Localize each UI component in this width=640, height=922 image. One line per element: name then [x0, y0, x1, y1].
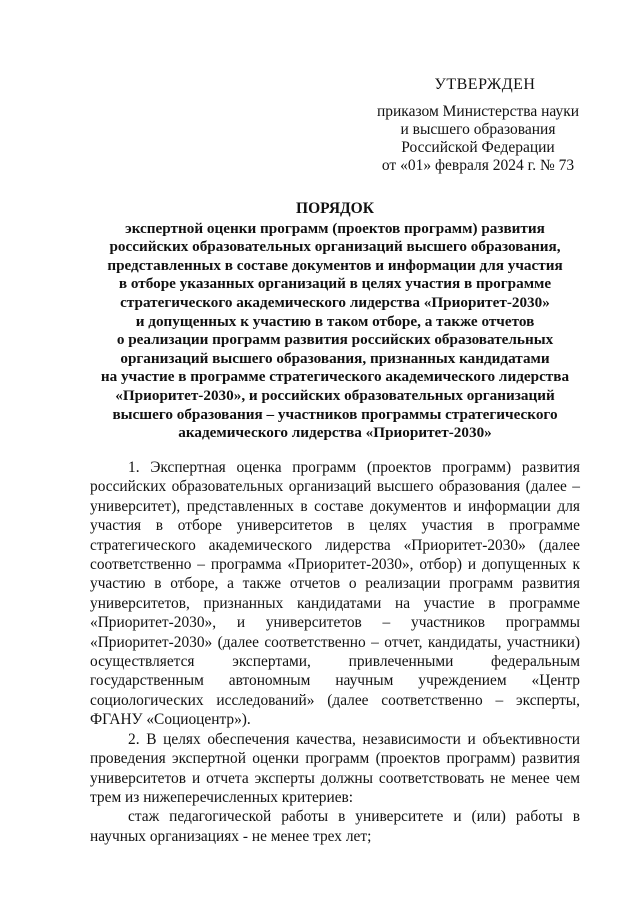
title-line: о реализации программ развития российских образовательных — [116, 331, 554, 349]
paragraph-2: 2. В целях обеспечения качества, независимости и объективности проведения экспертной оценки программ (проектов программ) развития университетов и отчета эксперты должны соответствовать не менее чем трем из нижеперечисленных критериев: — [90, 730, 580, 806]
approval-line: приказом Министерства науки — [376, 103, 580, 120]
title-line: российских образовательных организаций высшего образования, — [109, 238, 561, 256]
document-body — [90, 458, 580, 846]
title-line: представленных в составе документов и информации для участия — [107, 256, 563, 274]
approval-stamp — [368, 76, 588, 175]
document-title — [100, 200, 570, 443]
approval-heading: УТВЕРЖДЕН — [434, 76, 536, 93]
paragraph-1: 1. Экспертная оценка программ (проектов программ) развития российских образовательных организаций высшего образования (далее – университет), представленных в составе документов и информации для участия в отборе университетов в целях участия в программе стратегического академического лидерства «Приоритет-2030» (далее соответственно – программа «Приоритет-2030», отбор) и допущенных к участию в отборе, а также отчетов о реализации программ развития университетов, признанных кандидатами на участие в программе «Приоритет-2030», и университетов – участников программы «Приоритет-2030» (далее соответственно – отчет, кандидаты, участники) осуществляется экспертами, привлеченными федеральным государственным автономным научным учреждением «Центр социологических исследований» (далее соответственно – эксперты, ФГАНУ «Социоцентр»). — [90, 459, 580, 729]
approval-line: Российской Федерации — [401, 139, 555, 156]
title-line: высшего образования – участников программы стратегического — [112, 405, 558, 423]
title-line: стратегического академического лидерства «Приоритет-2030» — [120, 293, 550, 311]
title-line: экспертной оценки программ (проектов программ) развития — [125, 219, 545, 237]
title-line: на участие в программе стратегического академического лидерства — [100, 368, 570, 386]
approval-line: и высшего образования — [400, 121, 556, 138]
title-line: в отборе указанных организаций в целях участия в программе — [118, 275, 552, 293]
criterion-item: стаж педагогической работы в университете и (или) работы в научных организациях - не менее трех лет; — [90, 808, 580, 845]
approval-line: от «01» февраля 2024 г. № 73 — [381, 157, 575, 174]
title-main: ПОРЯДОК — [296, 200, 374, 217]
title-line: и допущенных к участию в таком отборе, а также отчетов — [135, 312, 535, 330]
title-line: «Приоритет-2030», и российских образовательных организаций — [115, 386, 555, 404]
title-line: академического лидерства «Приоритет-2030» — [178, 424, 492, 442]
title-line: организаций высшего образования, признанных кандидатами — [120, 349, 550, 367]
